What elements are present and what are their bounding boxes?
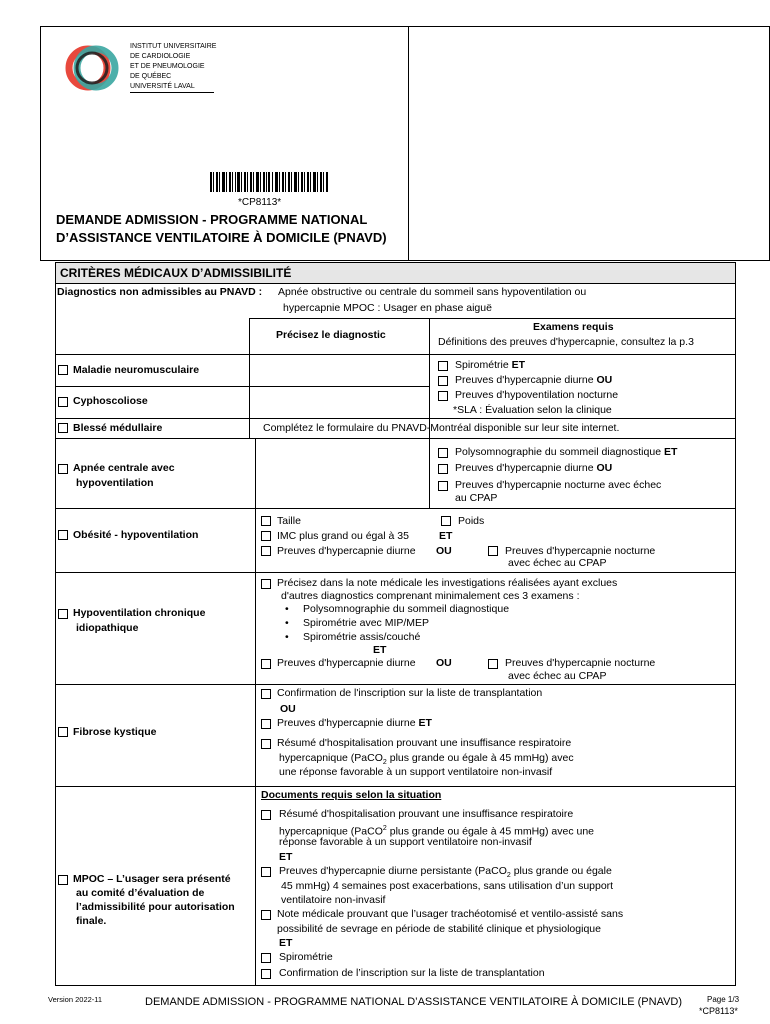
mpoc-label-1: MPOC – L’usager sera présenté — [73, 873, 231, 885]
fibrose-resume-checkbox[interactable] — [261, 739, 271, 749]
apnee-poly-checkbox[interactable] — [438, 448, 448, 458]
cypho-label: Cyphoscoliose — [73, 395, 148, 407]
mpoc-persist-line2: 45 mmHg) 4 semaines post exacerbations, sans utilisation d’un support — [281, 880, 614, 892]
obesite-poids-label: Poids — [458, 515, 485, 527]
idio-label-1: Hypoventilation chronique — [73, 607, 206, 619]
idio-checkbox[interactable] — [58, 609, 68, 619]
mpoc-spiro-checkbox[interactable] — [261, 953, 271, 963]
row-line-cypho — [55, 418, 735, 419]
idio-bullet-2: • — [285, 617, 289, 629]
cypho-checkbox[interactable] — [58, 397, 68, 407]
label-box — [408, 26, 770, 261]
mpoc-persist-line1: Preuves d'hypercapnie diurne persistante (PaCO$_2$ plus grande ou égale — [279, 865, 612, 880]
row-line-neuro — [55, 386, 429, 387]
idio-noct-checkbox[interactable] — [488, 659, 498, 669]
obesite-diurne-ou: OU — [436, 545, 452, 557]
idio-bullet-3-text: Spirométrie assis/couché — [303, 631, 421, 643]
apnee-diurne-checkbox[interactable] — [438, 464, 448, 474]
table-right-border — [735, 262, 736, 986]
row-line-header-bottom — [55, 354, 735, 355]
obesite-taille-checkbox[interactable] — [261, 516, 271, 526]
apnee-label-2: hypoventilation — [76, 477, 154, 489]
mpoc-note-line2: possibilité de sevrage en période de stabilité clinique et physiologique — [277, 923, 601, 935]
idio-bullet-1: • — [285, 603, 289, 615]
institution-name-5: UNIVERSITÉ LAVAL — [130, 83, 195, 90]
neuro-checkbox[interactable] — [58, 365, 68, 375]
blesse-checkbox[interactable] — [58, 423, 68, 433]
idio-label-2: idiopathique — [76, 622, 139, 634]
row-line-idio — [55, 684, 735, 685]
mpoc-persist-line3: ventilatoire non-invasif — [281, 894, 386, 906]
fibrose-checkbox[interactable] — [58, 727, 68, 737]
fibrose-label: Fibrose kystique — [73, 726, 157, 738]
mpoc-confirm-checkbox[interactable] — [261, 969, 271, 979]
obesite-noct-label-1: Preuves d'hypercapnie nocturne — [505, 545, 656, 557]
barcode — [210, 172, 330, 192]
mpoc-resume-line2: hypercapnique (PaCO$^2$ plus grande ou égale à 45 mmHg) avec une — [279, 825, 595, 838]
fibrose-resume-line1: Résumé d'hospitalisation prouvant une insuffisance respiratoire — [277, 737, 572, 749]
mpoc-label-2: au comité d’évaluation de — [76, 887, 205, 899]
fibrose-ou: OU — [280, 703, 296, 715]
fibrose-confirm-label: Confirmation de l'inscription sur la liste de transplantation — [277, 687, 543, 699]
logo-underline — [130, 92, 214, 93]
idio-bullet-1-text: Polysomnographie du sommeil diagnostique — [303, 603, 510, 615]
col-header-exams-sub: Définitions des preuves d'hypercapnie, consultez la p.3 — [438, 336, 694, 348]
form-title-line1: DEMANDE ADMISSION - PROGRAMME NATIONAL — [56, 212, 368, 227]
non-admissible-text1: Apnée obstructive ou centrale du sommeil sans hypoventilation ou — [278, 286, 587, 298]
fibrose-diurne-label: Preuves d'hypercapnie diurne ET — [277, 717, 432, 729]
idio-et: ET — [373, 644, 387, 656]
idio-noct-label-2: avec échec au CPAP — [508, 670, 607, 682]
idio-bullet-2-text: Spirométrie avec MIP/MEP — [303, 617, 430, 629]
non-admissible-text2: hypercapnie MPOC : Usager en phase aiguë — [283, 302, 492, 314]
fibrose-confirm-checkbox[interactable] — [261, 689, 271, 699]
institution-name-1: INSTITUT UNIVERSITAIRE — [130, 43, 217, 50]
apnee-checkbox[interactable] — [58, 464, 68, 474]
mpoc-confirm-label: Confirmation de l’inscription sur la liste de transplantation — [279, 967, 545, 979]
mpoc-et-2: ET — [279, 937, 293, 949]
col-divider-1 — [249, 318, 250, 438]
apnee-diurne-label: Preuves d'hypercapnie diurne OU — [455, 462, 613, 474]
idio-note-checkbox[interactable] — [261, 579, 271, 589]
obesite-imc-checkbox[interactable] — [261, 531, 271, 541]
fibrose-resume-line2: hypercapnique (PaCO$_2$ plus grande ou égale à 45 mmHg) avec — [279, 752, 574, 767]
apnee-noct-label-2: au CPAP — [455, 492, 498, 504]
row-line-fibrose — [55, 786, 735, 787]
apnee-poly-label: Polysomnographie du sommeil diagnostique ET — [455, 446, 678, 458]
idio-diurne-label: Preuves d'hypercapnie diurne — [277, 657, 416, 669]
obesite-diurne-label: Preuves d'hypercapnie diurne — [277, 545, 416, 557]
blesse-label: Blessé médullaire — [73, 422, 163, 434]
institution-name-4: DE QUÉBEC — [130, 73, 172, 80]
mpoc-persist-checkbox[interactable] — [261, 867, 271, 877]
col-divider-3 — [255, 438, 256, 986]
footer-title: DEMANDE ADMISSION - PROGRAMME NATIONAL D’ASSISTANCE VENTILATOIRE À DOMICILE (PNAVD) — [145, 996, 683, 1008]
col-header-exams: Examens requis — [533, 321, 614, 333]
obesite-imc-label: IMC plus grand ou égal à 35 — [277, 530, 409, 542]
neuro-sla-label: *SLA : Évaluation selon la clinique — [453, 404, 612, 416]
mpoc-resume-line1: Résumé d'hospitalisation prouvant une insuffisance respiratoire — [279, 808, 574, 820]
idio-bullet-3: • — [285, 631, 289, 643]
institution-name-3: ET DE PNEUMOLOGIE — [130, 63, 205, 70]
mpoc-resume-line3: réponse favorable à un support ventilatoire non-invasif — [279, 836, 532, 848]
idio-note-line1: Précisez dans la note médicale les investigations réalisées ayant exclues — [277, 577, 618, 589]
apnee-label-1: Apnée centrale avec — [73, 462, 175, 474]
row-line-blesse — [55, 438, 735, 439]
blesse-note: Complétez le formulaire du PNAVD-Montréal disponible sur leur site internet. — [263, 422, 620, 434]
mpoc-et-1: ET — [279, 851, 293, 863]
neuro-hypo-checkbox[interactable] — [438, 391, 448, 401]
idio-diurne-ou: OU — [436, 657, 452, 669]
neuro-diurne-checkbox[interactable] — [438, 376, 448, 386]
non-admissible-label: Diagnostics non admissibles au PNAVD : — [57, 286, 263, 298]
obesite-noct-label-2: avec échec au CPAP — [508, 557, 607, 569]
fibrose-diurne-checkbox[interactable] — [261, 719, 271, 729]
obesite-noct-checkbox[interactable] — [488, 546, 498, 556]
neuro-spiro-checkbox[interactable] — [438, 361, 448, 371]
col-divider-2 — [429, 318, 430, 438]
mpoc-docs-heading: Documents requis selon la situation — [261, 789, 442, 801]
idio-noct-label-1: Preuves d'hypercapnie nocturne — [505, 657, 656, 669]
neuro-spiro-label: Spirométrie ET — [455, 359, 526, 371]
mpoc-spiro-label: Spirométrie — [279, 951, 333, 963]
col-divider-4 — [429, 438, 430, 508]
mpoc-checkbox[interactable] — [58, 875, 68, 885]
fibrose-resume-line3: une réponse favorable à un support ventilatoire non-invasif — [279, 766, 553, 778]
mpoc-resume-checkbox[interactable] — [261, 810, 271, 820]
idio-note-line2: d'autres diagnostics comprenant minimalement ces 3 examens : — [281, 590, 580, 602]
mpoc-note-checkbox[interactable] — [261, 910, 271, 920]
idio-diurne-checkbox[interactable] — [261, 659, 271, 669]
institution-name-2: DE CARDIOLOGIE — [130, 53, 191, 60]
row-line-header-top — [249, 318, 735, 319]
table-left-border — [55, 262, 56, 986]
obesite-taille-label: Taille — [277, 515, 301, 527]
mpoc-note-line1: Note médicale prouvant que l’usager trachéotomisé et ventilo-assisté sans — [277, 908, 624, 920]
obesite-imc-et: ET — [439, 530, 453, 542]
footer-page: Page 1/3 — [707, 995, 740, 1004]
apnee-noct-label-1: Preuves d'hypercapnie nocturne avec échec — [455, 479, 662, 491]
footer-version: Version 2022-11 — [48, 995, 103, 1004]
neuro-label: Maladie neuromusculaire — [73, 364, 200, 376]
obesite-diurne-checkbox[interactable] — [261, 546, 271, 556]
obesite-label: Obésité - hypoventilation — [73, 529, 199, 541]
apnee-noct-checkbox[interactable] — [438, 481, 448, 491]
neuro-diurne-label: Preuves d'hypercapnie diurne OU — [455, 374, 613, 386]
neuro-hypo-label: Preuves d'hypoventilation nocturne — [455, 389, 619, 401]
obesite-poids-checkbox[interactable] — [441, 516, 451, 526]
row-line-obesite — [55, 572, 735, 573]
institution-logo — [58, 42, 126, 94]
footer-code: *CP8113* — [699, 1006, 738, 1016]
col-header-diagnostic: Précisez le diagnostic — [276, 329, 386, 341]
mpoc-label-3: l’admissibilité pour autorisation — [76, 901, 235, 913]
section-title: CRITÈRES MÉDICAUX D’ADMISSIBILITÉ — [60, 266, 292, 280]
mpoc-label-4: finale. — [76, 915, 107, 927]
obesite-checkbox[interactable] — [58, 530, 68, 540]
barcode-text: *CP8113* — [238, 197, 282, 208]
row-line-bottom — [55, 985, 735, 986]
row-line-apnee — [55, 508, 735, 509]
form-title-line2: D’ASSISTANCE VENTILATOIRE À DOMICILE (PNAVD) — [56, 230, 387, 245]
